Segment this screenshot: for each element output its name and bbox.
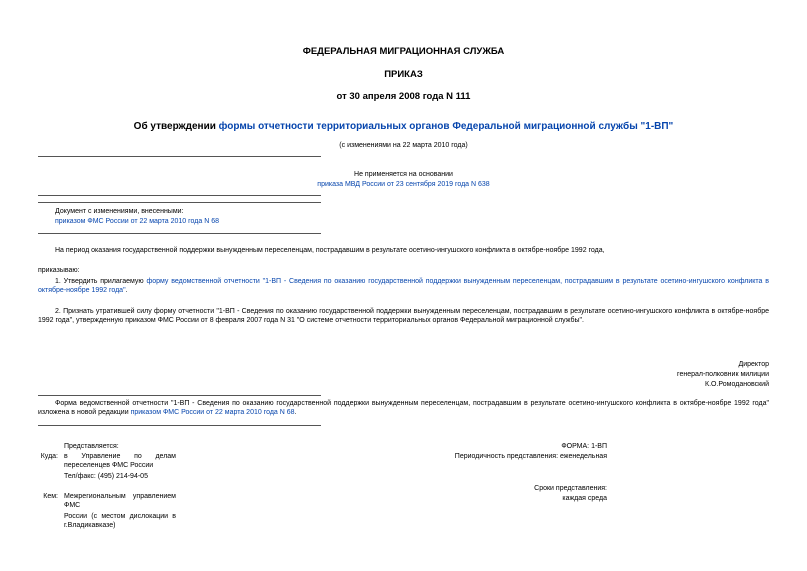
from-value-1: Межрегиональным управлением ФМС	[64, 493, 176, 509]
periodicity: Периодичность представления: еженедельная	[454, 453, 607, 460]
deadline-value: каждая среда	[562, 495, 607, 502]
form-label: ФОРМА: 1-ВП	[561, 443, 607, 450]
to-label: Куда:	[40, 453, 58, 460]
status-line: Не применяется на основании	[354, 171, 453, 178]
signature-position: Директор	[738, 361, 769, 368]
phone: Тел/факс: (495) 214-94-05	[64, 473, 148, 480]
doc-title-prefix: Об утверждении	[133, 121, 219, 132]
form-note-text: Форма ведомственной отчетности "1-ВП - Сведения по оказанию государственной поддержки вынужденным переселенцам, пострадавшим в результате осетино-ингушского конфликта в октябре-ноябре 1992 года" изложена в новой редакции	[38, 400, 769, 416]
deadline-label: Сроки представления:	[534, 485, 607, 492]
divider	[38, 195, 321, 196]
divider	[38, 425, 321, 426]
divider	[38, 202, 321, 203]
amend-note: (с изменениями на 22 марта 2010 года)	[339, 142, 468, 149]
order-item-1-link[interactable]: форму ведомственной отчетности "1-ВП - Сведения по оказанию государственной поддержки вынужденным переселенцам, пострадавшим в результате осетино-ингушского конфликта в октябре-ноябре 1992 года"	[38, 278, 769, 294]
divider	[38, 395, 321, 396]
order-item-1-prefix: 1. Утвердить прилагаемую	[55, 278, 147, 285]
doc-type: ПРИКАЗ	[384, 69, 423, 80]
preamble: На период оказания государственной поддержки вынужденным переселенцам, пострадавшим в результате осетино-ингушского конфликта в октябре-ноябре 1992 года,	[55, 247, 605, 254]
doc-date-number: от 30 апреля 2008 года N 111	[336, 91, 471, 102]
divider	[38, 156, 321, 157]
orders-word: приказываю:	[38, 267, 80, 274]
form-note-period: .	[294, 409, 297, 416]
form-note-link[interactable]: приказом ФМС России от 22 марта 2010 года N 68	[130, 409, 295, 416]
divider	[38, 233, 321, 234]
doc-title-link[interactable]: формы отчетности территориальных органов Федеральной миграционной службы "1-ВП"	[218, 121, 674, 132]
represented-label: Представляется:	[64, 443, 119, 450]
from-label: Кем:	[43, 493, 58, 500]
amend-box-link[interactable]: приказом ФМС России от 22 марта 2010 года N 68	[55, 218, 219, 225]
form-note	[38, 399, 769, 417]
order-item-2: 2. Признать утратившей силу форму отчетности "1-ВП - Сведения по оказанию государственной поддержки вынужденным переселенцам, пострадавшим в результате осетино-ингушского конфликта в октябре-ноябре 1992 года", утвержденную приказом ФМС России от 8 февраля 2007 года N 31 "О системе отчетности территориальных органов Федеральной миграционной службы".	[38, 308, 769, 324]
from-value-2: России (с местом дислокации в г.Владикавказе)	[64, 513, 176, 529]
order-item-1	[38, 277, 769, 295]
signature-name: К.О.Ромодановский	[705, 381, 769, 388]
order-item-1-period: .	[125, 287, 128, 294]
agency-name: ФЕДЕРАЛЬНАЯ МИГРАЦИОННАЯ СЛУЖБА	[302, 46, 505, 57]
doc-title	[0, 121, 807, 132]
status-link[interactable]: приказа МВД России от 23 сентября 2019 года N 638	[317, 181, 490, 188]
to-value: в Управление по делам переселенцев ФМС России	[64, 453, 176, 469]
amend-box-label: Документ с изменениями, внесенными:	[55, 208, 184, 215]
signature-rank: генерал-полковник милиции	[677, 371, 769, 378]
